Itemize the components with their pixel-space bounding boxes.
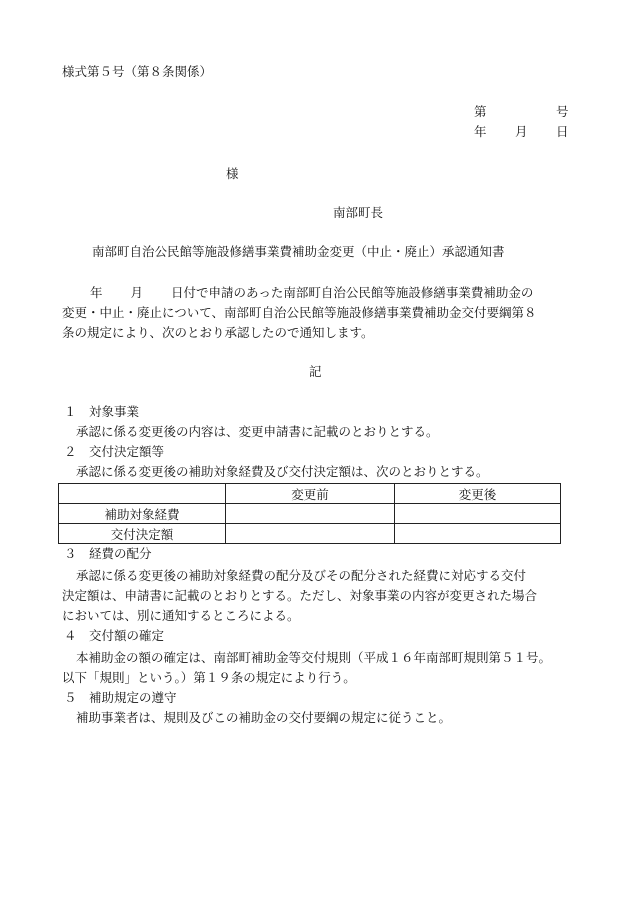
section-5-heading: ５ 補助規定の遵守 bbox=[64, 690, 177, 705]
intro-rest: 日付で申請のあった南部町自治公民館等施設修繕事業費補助金の bbox=[171, 285, 534, 300]
form-number: 様式第５号（第８条関係） bbox=[62, 64, 213, 79]
amount-table bbox=[58, 483, 561, 544]
cell-subsidy-cost-after bbox=[395, 504, 561, 524]
section-5-body: 補助事業者は、規則及びこの補助金の交付要綱の規定に従うこと。 bbox=[76, 710, 452, 725]
ki-label: 記 bbox=[309, 364, 322, 379]
intro-line-2: 変更・中止・廃止について、南部町自治公民館等施設修繕事業費補助金交付要綱第８ bbox=[62, 305, 537, 320]
section-4-line-1-text: 本補助金の額の確定は、南部町補助金等交付規則（平成１６年南部町規則第５１号。 bbox=[76, 650, 552, 665]
document-title: 南部町自治公民館等施設修繕事業費補助金変更（中止・廃止）承認通知書 bbox=[92, 244, 505, 259]
section-4-heading: ４ 交付額の確定 bbox=[64, 628, 165, 643]
doc-number-go: 号 bbox=[556, 104, 569, 119]
table-header-empty bbox=[59, 484, 226, 504]
section-3-line-1-text: 承認に係る変更後の補助対象経費の配分及びその配分された経費に対応する交付 bbox=[76, 568, 527, 583]
section-4-line-2: 以下「規則」という。）第１９条の規定により行う。 bbox=[62, 670, 356, 685]
section-3-line-2: 決定額は、申請書に記載のとおりとする。ただし、対象事業の内容が変更された場合 bbox=[62, 588, 538, 603]
section-4-line-1 bbox=[62, 648, 570, 668]
recipient-suffix: 様 bbox=[226, 166, 239, 181]
table-header-before: 変更前 bbox=[226, 484, 395, 504]
section-3-line-3: においては、別に通知するところによる。 bbox=[62, 608, 300, 623]
section-3-body bbox=[62, 566, 570, 626]
intro-year: 年 bbox=[90, 285, 103, 300]
intro-line-3: 条の規定により、次のとおり承認したので通知します。 bbox=[62, 325, 374, 340]
section-2-body: 承認に係る変更後の補助対象経費及び交付決定額は、次のとおりとする。 bbox=[76, 464, 489, 479]
doc-number-dai: 第 bbox=[474, 104, 487, 119]
row-label-subsidy-cost: 補助対象経費 bbox=[59, 504, 226, 524]
section-1-body: 承認に係る変更後の内容は、変更申請書に記載のとおりとする。 bbox=[76, 424, 439, 439]
intro-paragraph bbox=[62, 283, 570, 343]
date-month: 月 bbox=[515, 124, 528, 139]
date-day: 日 bbox=[556, 124, 569, 139]
table-row bbox=[59, 524, 561, 544]
table-header-after: 変更後 bbox=[395, 484, 561, 504]
cell-grant-amount-after bbox=[395, 524, 561, 544]
section-3-heading: ３ 経費の配分 bbox=[64, 546, 152, 561]
section-4-body bbox=[62, 648, 570, 688]
section-3-line-1 bbox=[62, 566, 570, 586]
cell-subsidy-cost-before bbox=[226, 504, 395, 524]
table-header-row bbox=[59, 484, 561, 504]
issuer: 南部町長 bbox=[333, 205, 384, 220]
cell-grant-amount-before bbox=[226, 524, 395, 544]
date-year: 年 bbox=[474, 124, 487, 139]
table-row bbox=[59, 504, 561, 524]
row-label-grant-amount: 交付決定額 bbox=[59, 524, 226, 544]
section-1-heading: １ 対象事業 bbox=[64, 404, 140, 419]
section-2-heading: ２ 交付決定額等 bbox=[64, 444, 165, 459]
intro-month: 月 bbox=[130, 285, 144, 300]
intro-line-1 bbox=[62, 283, 570, 303]
